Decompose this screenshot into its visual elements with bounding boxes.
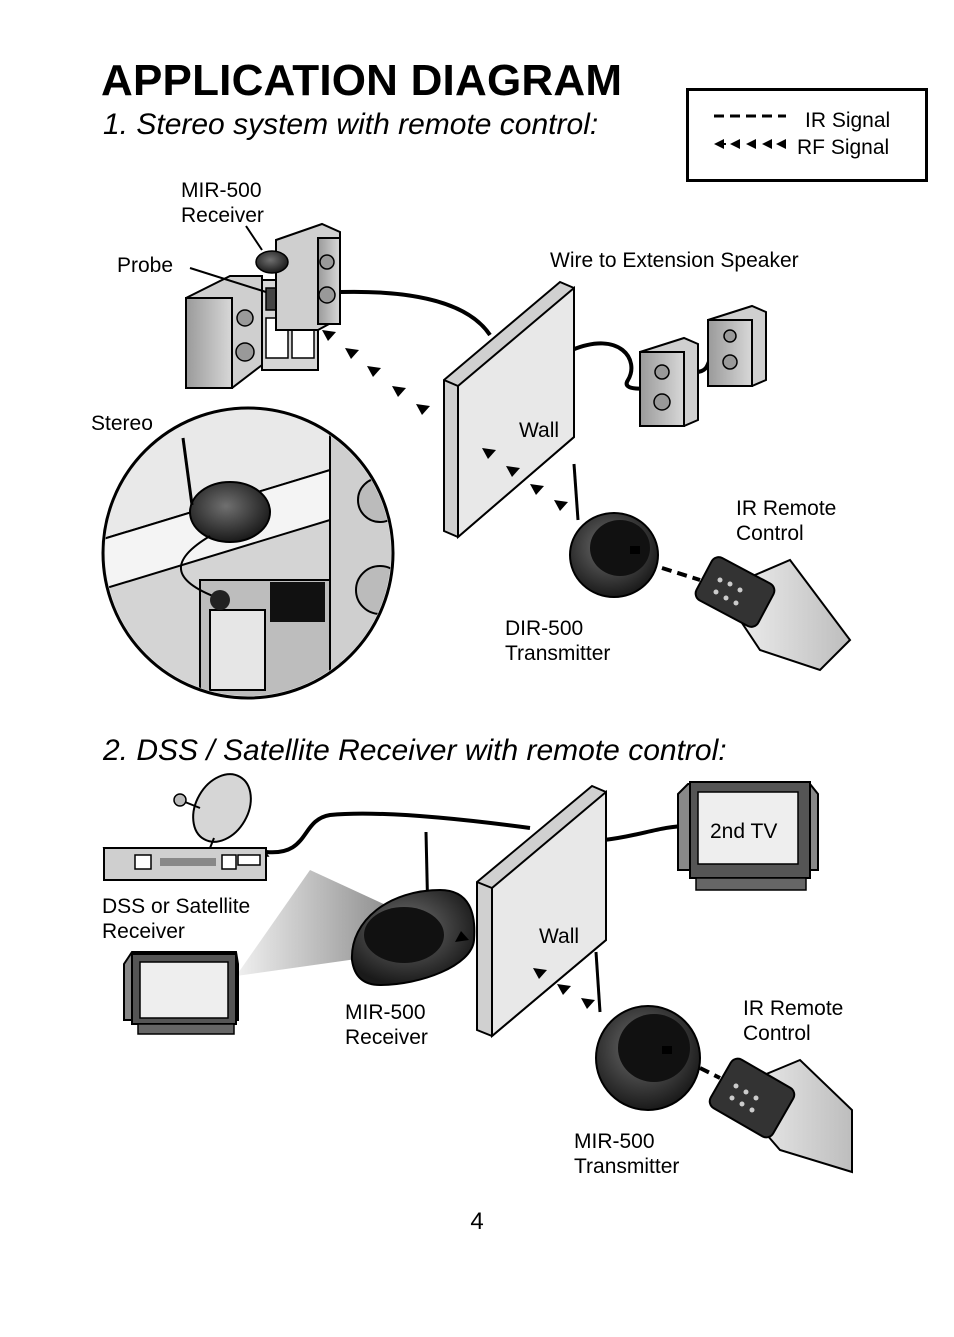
label-ir-remote-1: IR Remote Control [736, 497, 837, 545]
legend-box [686, 88, 928, 182]
wall-1 [444, 282, 574, 537]
stereo-detail-zoom [100, 408, 404, 700]
label-mir500-receiver-1: MIR-500 Receiver [181, 179, 264, 227]
transmitter-1 [570, 464, 658, 597]
legend-ir-label: IR Signal [805, 109, 891, 132]
section-1-heading: 1. Stereo system with remote control: [103, 108, 599, 141]
extension-speakers [640, 306, 766, 426]
label-probe: Probe [117, 254, 174, 277]
page-title: APPLICATION DIAGRAM [101, 56, 623, 105]
satellite-dish [174, 764, 263, 852]
remote-hand-1 [693, 554, 850, 670]
section-2-heading: 2. DSS / Satellite Receiver with remote control: [103, 734, 727, 767]
label-wall-2: Wall [539, 925, 580, 948]
label-mir500-receiver-2: MIR-500 Receiver [345, 1001, 428, 1049]
label-stereo: Stereo [91, 412, 153, 435]
label-wall-1: Wall [519, 419, 560, 442]
label-mir500-transmitter: MIR-500 Transmitter [574, 1130, 680, 1178]
remote-hand-2 [707, 1056, 852, 1172]
label-dir500-transmitter: DIR-500 Transmitter [505, 617, 611, 665]
label-ir-remote-2: IR Remote Control [743, 997, 844, 1045]
label-dss-receiver: DSS or Satellite Receiver [102, 895, 251, 943]
dss-receiver-box [104, 848, 268, 880]
label-wire-extension-speaker: Wire to Extension Speaker [550, 249, 799, 272]
transmitter-2 [596, 952, 700, 1110]
label-2nd-tv: 2nd TV [710, 820, 778, 843]
legend-rf-label: RF Signal [797, 136, 890, 159]
stereo-system [186, 224, 340, 388]
page-number: 4 [470, 1208, 484, 1235]
tv-main [124, 952, 238, 1034]
